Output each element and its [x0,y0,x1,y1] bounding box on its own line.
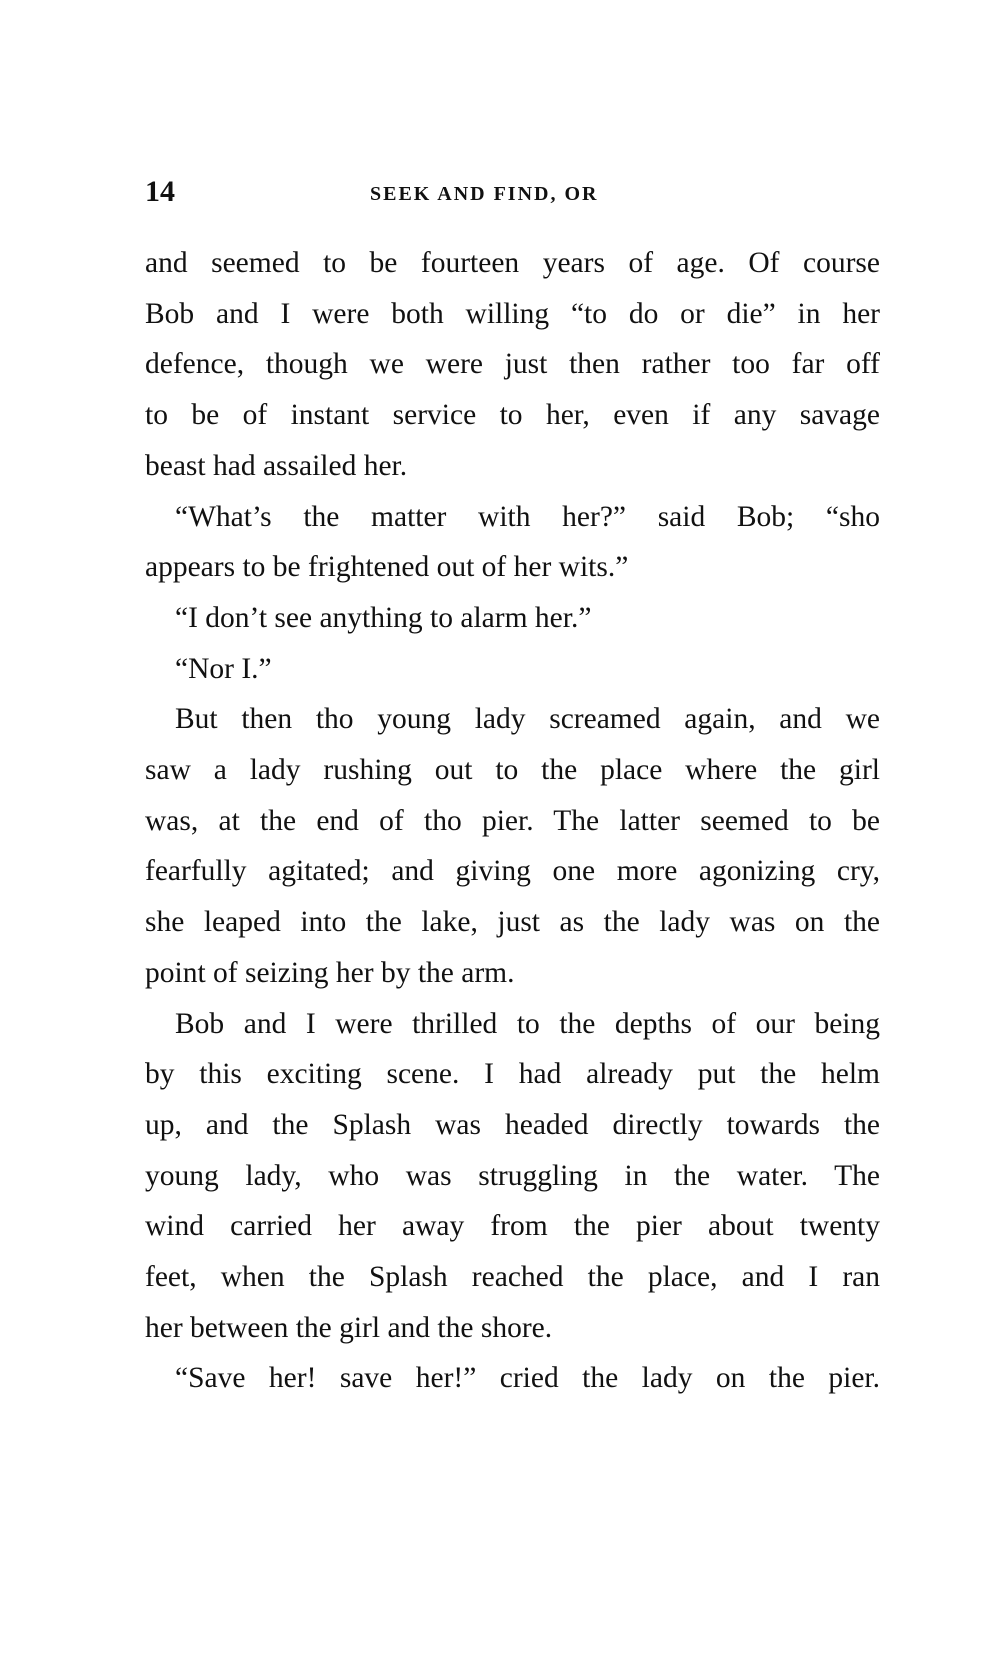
text-line: Bob and I were both willing “to do or die” in her [145,297,880,330]
text-line: saw a lady rushing out to the place where the girl [145,754,880,787]
text-line: “Nor I.” [175,652,272,685]
page-number: 14 [145,175,175,208]
text-line: to be of instant service to her, even if any savage [145,399,880,432]
text-line: fearfully agitated; and giving one more agonizing cry, [145,855,880,888]
text-line: by this exciting scene. I had already put the helm [145,1058,880,1091]
text-line: “I don’t see anything to alarm her.” [175,601,592,634]
text-line: up, and the Splash was headed directly towards the [145,1108,880,1141]
text-line: But then tho young lady screamed again, and we [175,703,880,736]
text-line: Bob and I were thrilled to the depths of our being [175,1007,880,1040]
text-line: her between the girl and the shore. [145,1311,553,1344]
text-line: she leaped into the lake, just as the lady was on the [145,906,880,939]
text-line: young lady, who was struggling in the water. The [145,1159,880,1192]
body-text [145,238,880,1404]
running-head: SEEK AND FIND, OR [370,183,599,205]
text-line: beast had assailed her. [145,449,408,482]
page-header [145,175,925,215]
text-line: defence, though we were just then rather too far off [145,348,880,381]
text-line: appears to be frightened out of her wits.” [145,551,629,584]
text-line: “What’s the matter with her?” said Bob; “sho [175,500,880,533]
text-line: was, at the end of tho pier. The latter seemed to be [145,804,880,837]
text-line: feet, when the Splash reached the place, and I ran [145,1261,880,1294]
text-line: point of seizing her by the arm. [145,956,515,989]
text-line: and seemed to be fourteen years of age. Of course [145,247,880,279]
text-line: “Save her! save her!” cried the lady on the pier. [175,1362,880,1395]
text-line: wind carried her away from the pier about twenty [145,1210,880,1243]
